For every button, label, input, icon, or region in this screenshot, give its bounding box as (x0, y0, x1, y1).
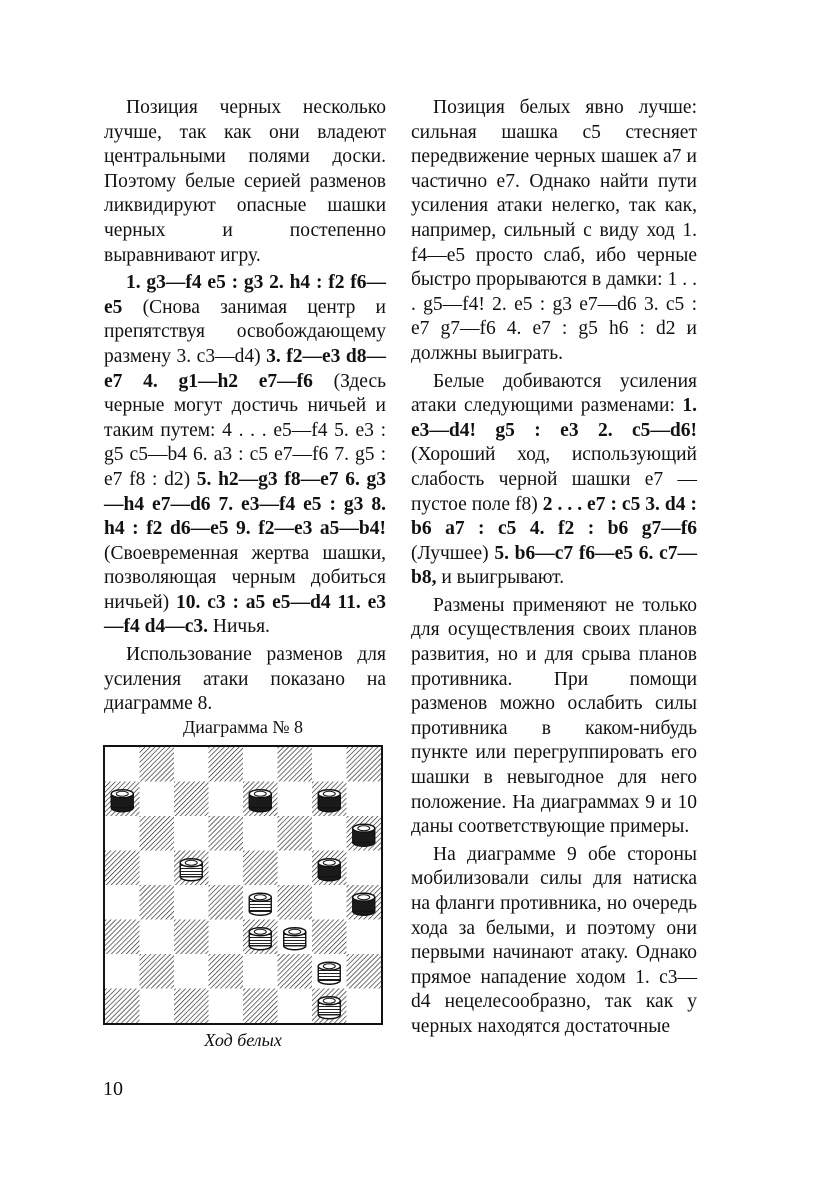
move-notation: 5. h2—g3 f8—e7 6. g3—h4 e7—d6 7. e3—f4 e5 : g3 8. h4 : f2 d6—e5 9. f2—e3 a5—b4! (104, 468, 386, 540)
dark-square (278, 954, 313, 989)
white-checker-e4 (249, 893, 271, 915)
dark-square (105, 851, 140, 886)
left-column (104, 96, 386, 717)
dark-square (278, 885, 313, 920)
dark-square (174, 782, 209, 817)
black-checker-h4 (353, 893, 375, 915)
dark-square (140, 816, 175, 851)
move-notation: 10. c3 : a5 e5—d4 11. e3—f4 d4—c3. (104, 591, 387, 638)
right-paragraph-3: Размены применяют не только для осуществления своих планов развития, но и для срыва планов противника. При помощи разменов можно ослабить силы противника в каком-нибудь пункте или перегруппировать его шашки в невыгодное для него положение. На диаграммах 9 и 10 даны соответствующие примеры. (411, 594, 697, 838)
dark-square (347, 954, 382, 989)
move-notation: 1. e3—d4! g5 : e3 2. c5—d6! (411, 395, 697, 441)
move-notation: 1. g3—f4 e5 : g3 2. h4 : f2 f6—e5 (104, 272, 386, 318)
commentary-text: (Снова занимая центр и препятствуя освобождающему размену 3. c3—d4) (104, 296, 386, 367)
move-notation: 5. b6—c7 f6—e5 6. c7—b8, (411, 542, 697, 589)
commentary-text: (Лучшее) (411, 542, 495, 564)
dark-square (105, 920, 140, 955)
commentary-text: (Здесь черные могут достичь ничьей и таким путем: 4 . . . e5—f4 5. e3 : g5 c5—b4 6. a3 : c5 e7—f6 7. g5 : e7 f8 : d2) (104, 370, 387, 490)
left-paragraph-1: Позиция черных несколько лучше, так как они владеют центральными полями доски. Поэтому белые серией разменов ликвидируют опасные шашки черных и постепенно выравнивают игру. (104, 97, 386, 266)
dark-square (140, 954, 175, 989)
dark-square (347, 747, 382, 782)
white-checker-g1 (318, 997, 340, 1019)
dark-square (209, 954, 244, 989)
page-number: 10 (103, 1078, 123, 1100)
left-paragraph-3: Использование разменов для усиления атаки показано на диаграмме 8. (104, 644, 386, 715)
move-notation: 2 . . . e7 : c5 3. d4 : b6 a7 : c5 4. f2 : b6 g7—f6 (411, 493, 697, 540)
black-checker-g7 (318, 790, 340, 812)
dark-square (278, 747, 313, 782)
white-checker-f3 (284, 928, 306, 950)
white-checker-g2 (318, 962, 340, 984)
commentary-text: (Своевременная жертва шашки, позволяющая черным добиться ничьей) (104, 542, 386, 613)
dark-square (209, 885, 244, 920)
commentary-text: и выигрывают. (436, 567, 565, 589)
commentary-text: (Хороший ход, использующий слабость черной шашки e7 — пустое поле f8) (411, 444, 697, 515)
dark-square (140, 747, 175, 782)
dark-square (174, 989, 209, 1024)
white-checker-c5 (180, 859, 202, 881)
right-column (411, 96, 697, 1040)
board-graphic (105, 747, 381, 1023)
left-paragraph-2 (104, 271, 386, 640)
dark-square (140, 885, 175, 920)
dark-square (105, 989, 140, 1024)
black-checker-h6 (353, 824, 375, 846)
right-paragraph-1: Позиция белых явно лучше: сильная шашка c5 стесняет передвижение черных шашек a7 и частично e7. Однако найти пути усиления атаки нелегко, так как, например, сильный с виду ход 1. f4—e5 просто слаб, ибо черные быстро прорываются в дамки: 1 . . . g5—f4! 2. e5 : g3 e7—d6 3. c5 : e7 g7—f6 4. e7 : g5 h6 : d2 и должны выиграть. (411, 97, 697, 364)
black-checker-a7 (111, 790, 133, 812)
dark-square (243, 989, 278, 1024)
dark-square (209, 747, 244, 782)
commentary-text: Белые добиваются усиления атаки следующими разменами: (411, 370, 697, 417)
white-checker-e3 (249, 928, 271, 950)
dark-square (209, 816, 244, 851)
right-paragraph-4: На диаграмме 9 обе стороны мобилизовали силы для натиска на фланги противника, но очередь хода за белыми, и поэтому они первыми начинают атаку. Однако прямое нападение ходом 1. c3—d4 нецелесообразно, так как у черных находятся достаточные (411, 843, 697, 1037)
checkers-board (103, 745, 383, 1025)
right-paragraph-2 (411, 370, 697, 591)
diagram-title: Диаграмма № 8 (182, 717, 304, 737)
dark-square (312, 920, 347, 955)
dark-square (174, 920, 209, 955)
diagram-8 (100, 716, 386, 1051)
black-checker-e7 (249, 790, 271, 812)
dark-square (243, 851, 278, 886)
commentary-text: Ничья. (208, 616, 270, 638)
diagram-caption: Ход белых (204, 1030, 282, 1050)
black-checker-g5 (318, 859, 340, 881)
dark-square (278, 816, 313, 851)
move-notation: 3. f2—e3 d8—e7 4. g1—h2 e7—f6 (104, 345, 386, 392)
